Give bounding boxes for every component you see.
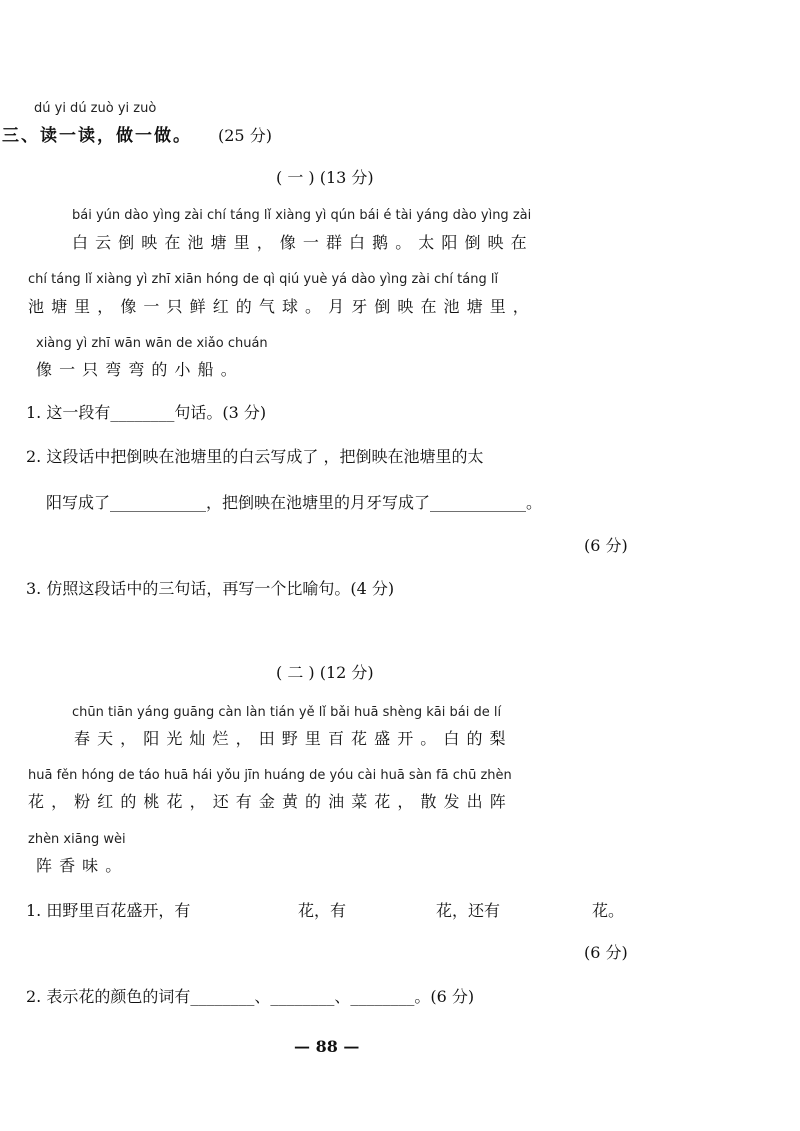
part2-question-1-mid1: 花，有 [298, 901, 347, 920]
part1-line1-text: 白 云 倒 映 在 池 塘 里 ， 像 一 群 白 鹅 。 太 阳 倒 映 在 [72, 233, 528, 252]
part1-question-1: 1. 这一段有________句话。(3 分) [26, 403, 267, 422]
part2-line2-text: 花 ， 粉 红 的 桃 花 ， 还 有 金 黄 的 油 菜 花 ， 散 发 出 阵 [28, 792, 507, 811]
part1-line2-pinyin: chí táng lǐ xiàng yì zhī xiān hóng de qì qiú yuè yá dào yìng zài chí táng lǐ [28, 272, 499, 287]
part1-line1-pinyin: bái yún dào yìng zài chí táng lǐ xiàng yì qún bái é tài yáng dào yìng zài [72, 208, 532, 223]
part2-question-1-points: (6 分) [584, 943, 628, 962]
part2-line3-pinyin: zhèn xiāng wèi [28, 832, 126, 847]
part2-header: ( 二 ) (12 分) [276, 663, 374, 682]
part2-question-1-mid2: 花，还有 [436, 901, 501, 920]
part1-line3-text: 像 一 只 弯 弯 的 小 船 。 [36, 360, 238, 379]
section-pinyin: dú yi dú zuò yi zuò [34, 101, 157, 116]
part1-question-2-line2: 阳写成了____________，把倒映在池塘里的月牙写成了____________。 [46, 493, 543, 512]
part2-line2-pinyin: huā fěn hóng de táo huā hái yǒu jīn huáng de yóu cài huā sàn fā chū zhèn [28, 768, 512, 783]
part2-line1-text: 春 天 ， 阳 光 灿 烂 ， 田 野 里 百 花 盛 开 。 白 的 梨 [74, 729, 507, 748]
part1-line2-text: 池 塘 里 ， 像 一 只 鲜 红 的 气 球 。 月 牙 倒 映 在 池 塘 里 ， [28, 297, 530, 316]
part1-line3-pinyin: xiàng yì zhī wān wān de xiǎo chuán [36, 336, 268, 351]
page-number: — 88 — [294, 1037, 360, 1056]
part2-question-1-start: 1. 田野里百花盛开，有 [26, 901, 191, 920]
part2-line1-pinyin: chūn tiān yáng guāng càn làn tián yě lǐ bǎi huā shèng kāi bái de lí [72, 705, 502, 720]
part2-line3-text: 阵 香 味 。 [36, 856, 123, 875]
part1-question-3: 3. 仿照这段话中的三句话，再写一个比喻句。(4 分) [26, 579, 395, 598]
section-title: 三、读一读，做一做。 [2, 126, 192, 146]
part1-question-2-points: (6 分) [584, 536, 628, 555]
part1-header: ( 一 ) (13 分) [276, 168, 374, 187]
part2-question-1-end: 花。 [592, 901, 625, 920]
part1-question-2-line1: 2. 这段话中把倒映在池塘里的白云写成了 ，把倒映在池塘里的太 [26, 447, 484, 466]
section-score: (25 分) [218, 126, 272, 145]
part2-question-2: 2. 表示花的颜色的词有________、________、________。(6 分) [26, 987, 475, 1006]
